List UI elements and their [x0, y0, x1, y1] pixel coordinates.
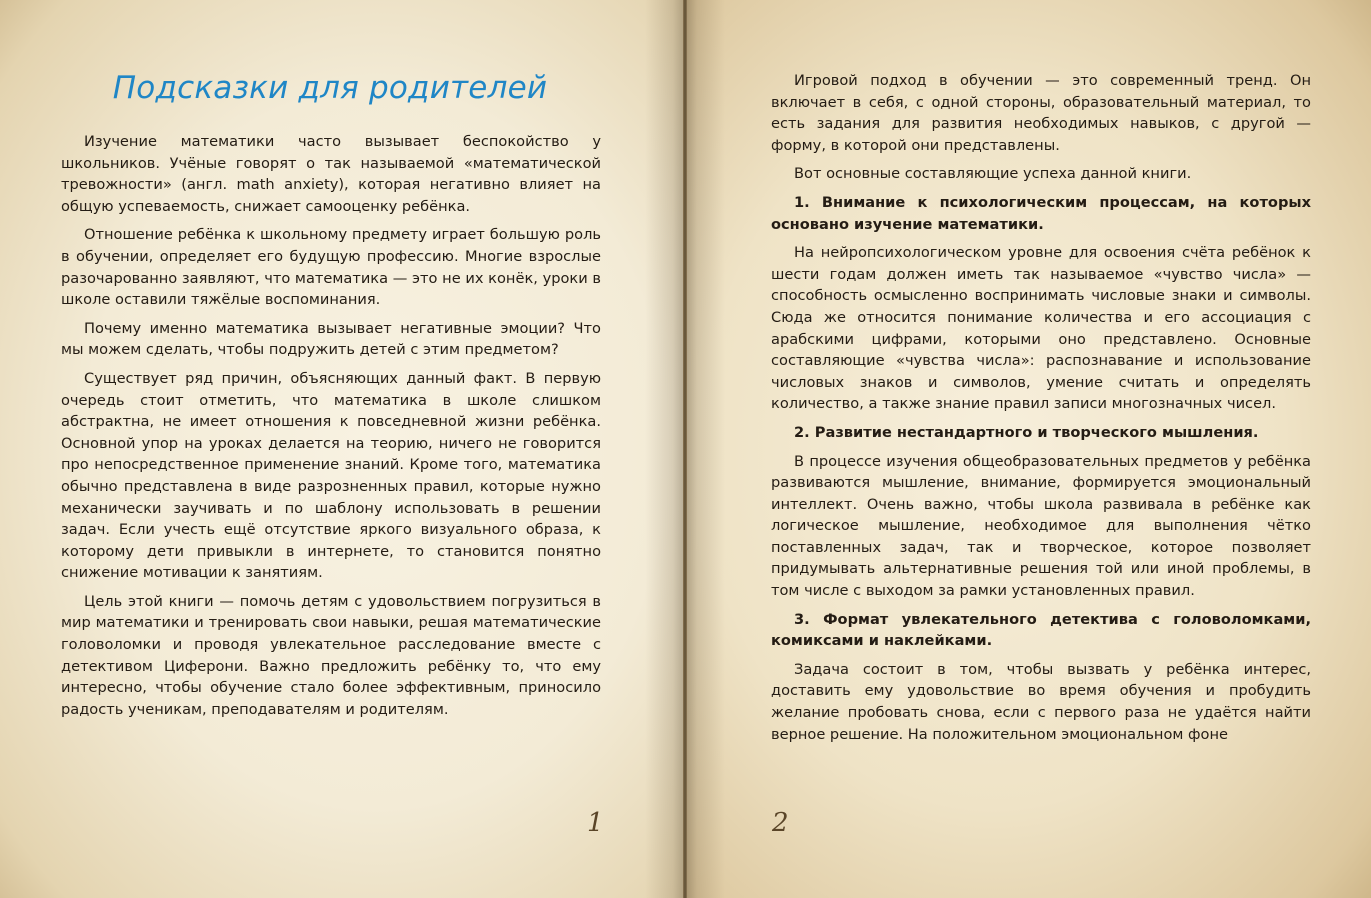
- right-paragraph-2: Вот основные составляющие успеха данной книги.: [794, 165, 1192, 183]
- section-heading-3: 3. Формат увлекательного детектива с головоломками, комиксами и наклейками.: [771, 610, 1311, 650]
- left-page: [0, 0, 685, 898]
- section-text-3: Задача состоит в том, чтобы вызвать у ребёнка интерес, доставить ему удовольствие во время обучения и пробудить желание пробовать снова, если с первого раза не удаётся найти верное решение. На положительном эмоциональном фоне: [771, 660, 1311, 743]
- left-paragraph-5: Цель этой книги — помочь детям с удовольствием погрузиться в мир математики и тренировать свои навыки, решая математические головоломки и проводя увлекательное расследование вместе с детективом Циферони. Важно предложить ребёнку то, что ему интересно, чтобы обучение стало более эффективным, приносило радость ученикам, преподавателям и родителям.: [61, 592, 601, 718]
- right-paragraph-1: Игровой подход в обучении — это современный тренд. Он включает в себя, с одной стороны, образовательный материал, то есть задания для развития необходимых навыков, с другой — форму, в которой они представлены.: [771, 72, 1311, 154]
- book-spine: [683, 0, 687, 898]
- page-title: Подсказки для родителей: [112, 70, 548, 106]
- section-heading-1: 1. Внимание к психологическим процессам, на которых основано изучение математики.: [771, 193, 1311, 233]
- left-paragraph-4: Существует ряд причин, объясняющих данный факт. В первую очередь стоит отметить, что математика в школе слишком абстрактна, не имеет отношения к повседневной жизни ребёнка. Основной упор на уроках делается на теорию, ничего не говорится про непосредственное применение знаний. Кроме того, математика обычно представлена в виде разрозненных правил, которые нужно механически заучивать и по шаблону использовать в решении задач. Если учесть ещё отсутствие яркого визуального образа, к которому дети привыкли в интернете, то становится понятно снижение мотивации к занятиям.: [61, 369, 601, 582]
- page-number-left: 1: [587, 808, 604, 838]
- section-text-1: На нейропсихологическом уровне для освоения счёта ребёнок к шести годам должен иметь так называемое «чувство числа» — способность осмысленно воспринимать числовые знаки и символы. Сюда же относится понимание количества и его ассоциация с арабскими цифрами, которыми оно представлено. Основные составляющие «чувства числа»: распознавание и использование числовых знаков и символов, умение считать и определять количество, а также знание правил записи многозначных чисел.: [771, 244, 1311, 413]
- page-number-right: 2: [772, 808, 789, 838]
- left-paragraph-3: Почему именно математика вызывает негативные эмоции? Что мы можем сделать, чтобы подружить детей с этим предметом?: [61, 319, 601, 359]
- left-paragraph-2: Отношение ребёнка к школьному предмету играет большую роль в обучении, определяет его будущую профессию. Многие взрослые разочарованно заявляют, что математика — это не их конёк, уроки в школе оставили тяжёлые воспоминания.: [61, 226, 601, 309]
- section-heading-2: 2. Развитие нестандартного и творческого мышления.: [794, 423, 1259, 441]
- left-page-body: [61, 131, 601, 727]
- right-page-body: [771, 70, 1311, 752]
- left-paragraph-1: Изучение математики часто вызывает беспокойство у школьников. Учёные говорят о так называемой «математической тревожности» (англ. math anxiety), которая негативно влияет на общую успеваемость, снижает самооценку ребёнка.: [61, 133, 601, 215]
- section-text-2: В процессе изучения общеобразовательных предметов у ребёнка развиваются мышление, внимание, формируется эмоциональный интеллект. Очень важно, чтобы школа развивала в ребёнке как логическое мышление, необходимое для выполнения чётко поставленных задач, так и творческое, которое позволяет придумывать альтернативные решения той или иной проблемы, в том числе с выходом за рамки установленных правил.: [771, 452, 1311, 600]
